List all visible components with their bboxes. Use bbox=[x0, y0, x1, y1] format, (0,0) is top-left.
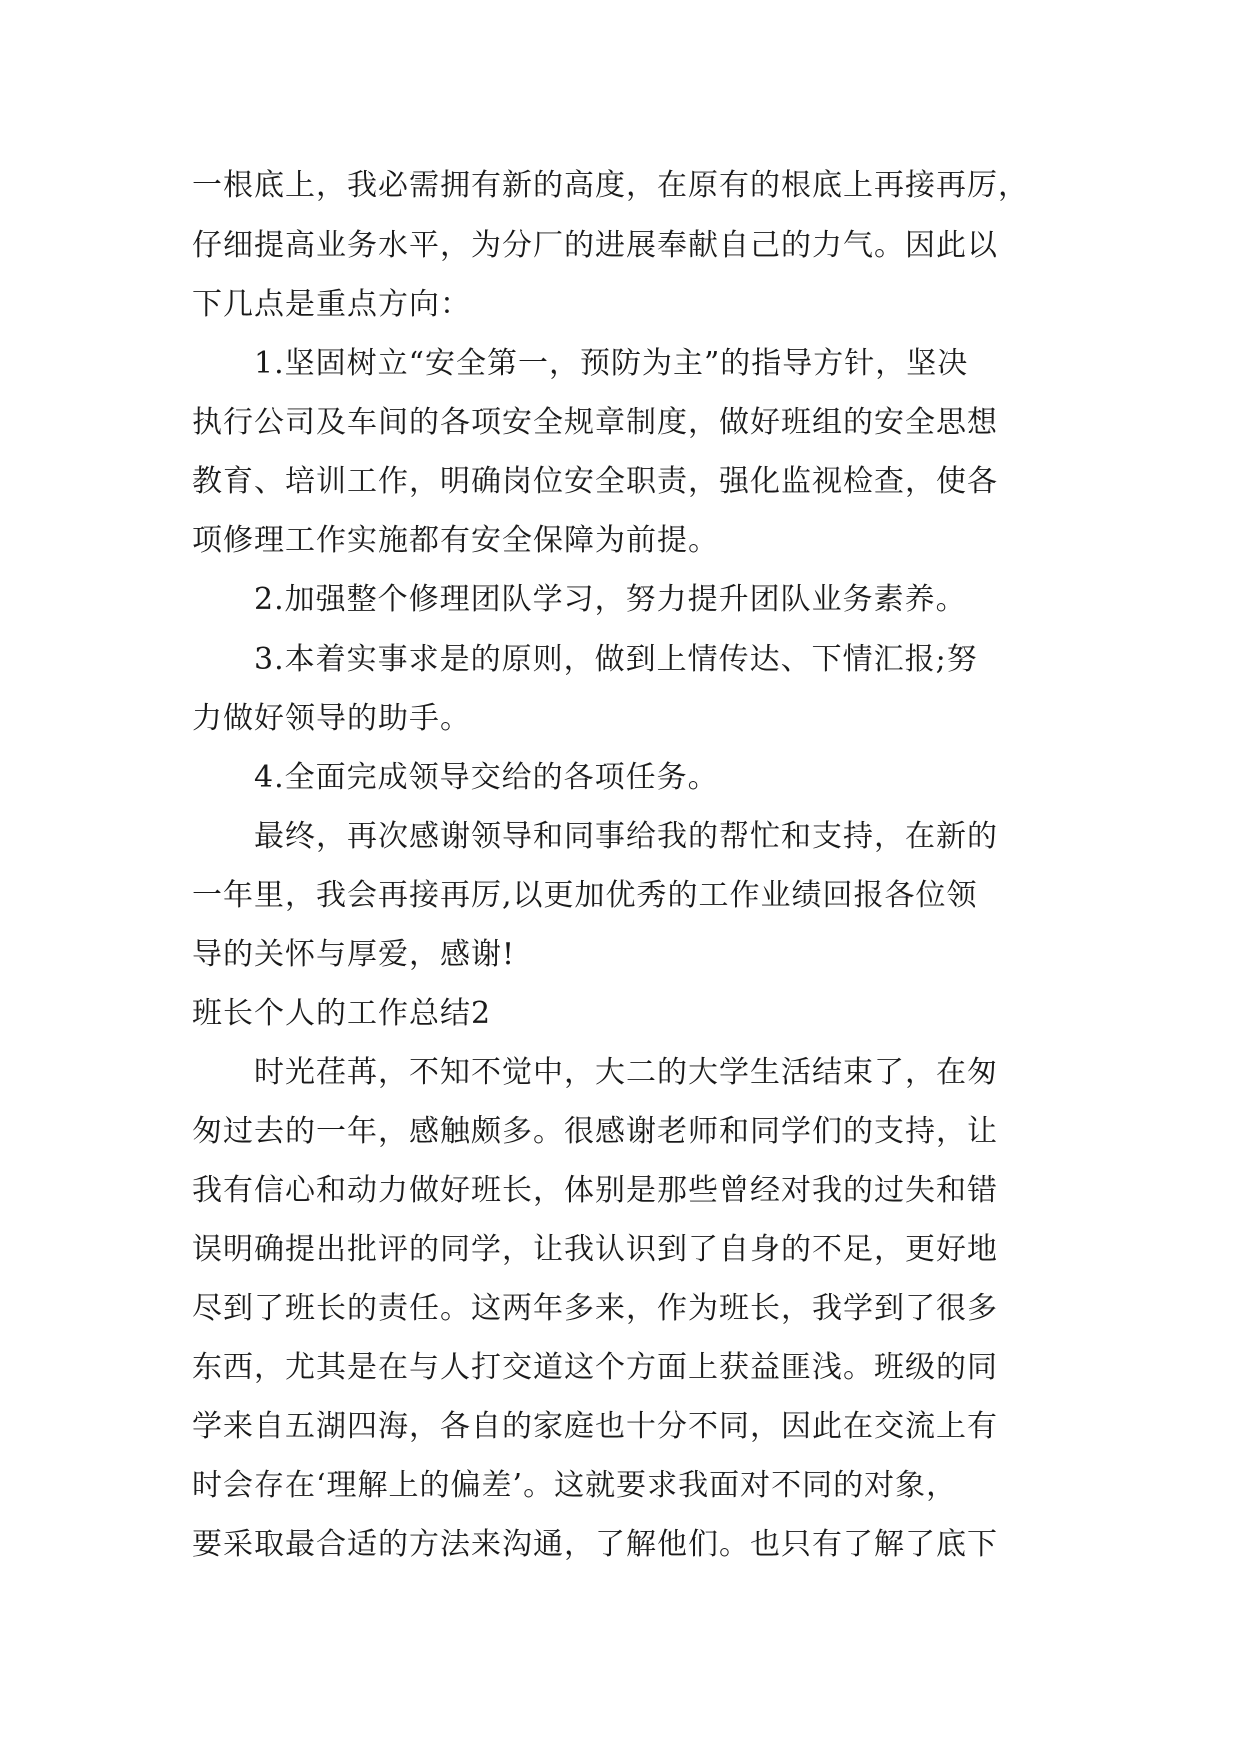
body-text-line: 误明确提出批评的同学，让我认识到了自身的不足，更好地 bbox=[192, 1232, 998, 1267]
body-text-line: 力做好领导的助手。 bbox=[192, 701, 471, 736]
body-text-line: 执行公司及车间的各项安全规章制度，做好班组的安全思想 bbox=[192, 405, 998, 440]
body-text-line: 仔细提高业务水平，为分厂的进展奉献自己的力气。因此以 bbox=[192, 228, 998, 263]
list-item-4: 4.全面完成领导交给的各项任务。 bbox=[254, 760, 719, 795]
list-item-3: 3.本着实事求是的原则，做到上情传达、下情汇报;努 bbox=[254, 642, 978, 677]
body-text-line: 项修理工作实施都有安全保障为前提。 bbox=[192, 523, 719, 558]
body-text-line: 我有信心和动力做好班长，体别是那些曾经对我的过失和错 bbox=[192, 1173, 998, 1208]
body-text-line: 导的关怀与厚爱，感谢! bbox=[192, 937, 516, 972]
list-item-2: 2.加强整个修理团队学习，努力提升团队业务素养。 bbox=[254, 582, 967, 617]
body-text-line: 最终，再次感谢领导和同事给我的帮忙和支持，在新的 bbox=[254, 819, 998, 854]
body-text-line: 要采取最合适的方法来沟通，了解他们。也只有了解了底下 bbox=[192, 1527, 998, 1562]
body-text-line: 尽到了班长的责任。这两年多来，作为班长，我学到了很多 bbox=[192, 1291, 998, 1326]
body-text-line: 匆过去的一年，感触颇多。很感谢老师和同学们的支持，让 bbox=[192, 1114, 998, 1149]
section-heading: 班长个人的工作总结2 bbox=[192, 996, 492, 1031]
body-text-line: 学来自五湖四海，各自的家庭也十分不同，因此在交流上有 bbox=[192, 1409, 998, 1444]
body-text-line: 东西，尤其是在与人打交道这个方面上获益匪浅。班级的同 bbox=[192, 1350, 998, 1385]
body-text-line: 一年里，我会再接再厉,以更加优秀的工作业绩回报各位领 bbox=[192, 878, 978, 913]
list-item-1: 1.坚固树立“安全第一，预防为主”的指导方针，坚决 bbox=[254, 346, 969, 381]
body-text-line: 下几点是重点方向： bbox=[192, 287, 471, 322]
body-text-line: 时会存在‘理解上的偏差’。这就要求我面对不同的对象， bbox=[192, 1468, 958, 1503]
body-text-line: 教育、培训工作，明确岗位安全职责，强化监视检查，使各 bbox=[192, 464, 998, 499]
body-text-line: 一根底上，我必需拥有新的高度，在原有的根底上再接再厉， bbox=[192, 168, 1029, 203]
body-text-line: 时光荏苒，不知不觉中，大二的大学生活结束了，在匆 bbox=[254, 1055, 998, 1090]
